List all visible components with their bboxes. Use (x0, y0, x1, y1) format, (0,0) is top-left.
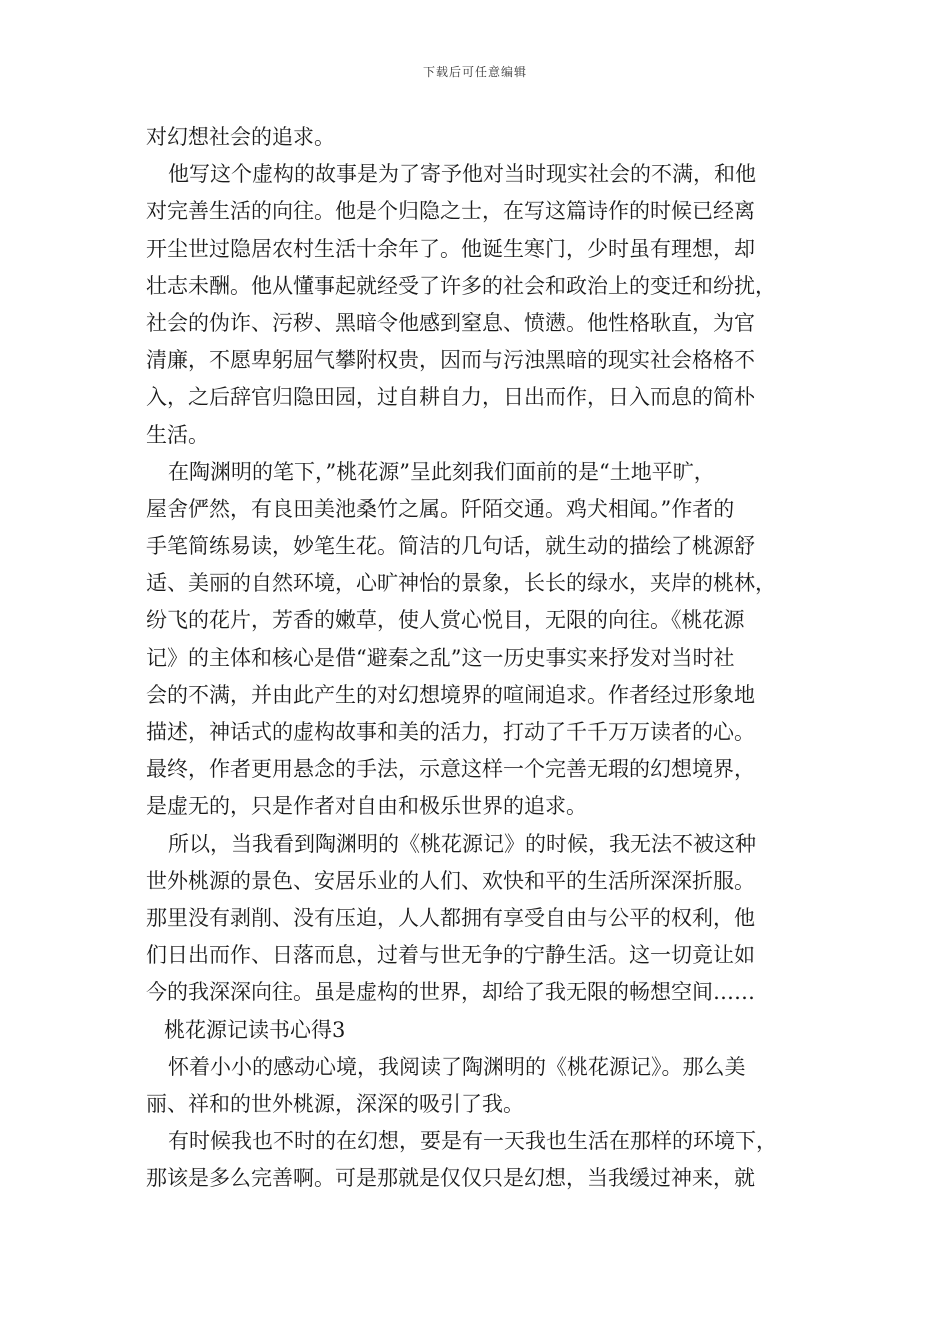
text-line: 对完善生活的向往。他是个归隐之士，在写这篇诗作的时候已经离 (146, 199, 755, 224)
text-line: 屋舍俨然，有良田美池桑竹之属。阡陌交通。鸡犬相闻。”作者的 (146, 496, 735, 521)
text-line: 丽、祥和的世外桃源，深深的吸引了我。 (146, 1091, 524, 1116)
text-line: 生活。 (146, 422, 209, 447)
text-line: 会的不满，并由此产生的对幻想境界的喧闹追求。作者经过形象地 (146, 682, 755, 707)
section-heading: 桃花源记读书心得3 (164, 1017, 346, 1042)
text-line: 怀着小小的感动心境，我阅读了陶渊明的《桃花源记》。那么美 (168, 1054, 746, 1079)
text-line: 有时候我也不时的在幻想，要是有一天我也生活在那样的环境下， (168, 1129, 777, 1154)
document-body (146, 119, 806, 1197)
text-line: 所以，当我看到陶渊明的《桃花源记》的时候，我无法不被这种 (168, 831, 756, 856)
text-line: 描述，神话式的虚构故事和美的活力，打动了千千万万读者的心。 (146, 720, 755, 744)
text-line: 们日出而作、日落而息，过着与世无争的宁静生活。这一切竟让如 (146, 943, 755, 968)
text-line: 社会的伪诈、污秽、黑暗令他感到窒息、愤懑。他性格耿直，为官 (146, 310, 755, 335)
text-line: 壮志未酬。他从懂事起就经受了许多的社会和政治上的变迁和纷扰， (146, 273, 776, 298)
text-line: 他写这个虚构的故事是为了寄予他对当时现实社会的不满，和他 (168, 162, 756, 187)
text-line: 在陶渊明的笔下，”桃花源”呈此刻我们面前的是“土地平旷， (168, 459, 715, 484)
text-line: 是虚无的，只是作者对自由和极乐世界的追求。 (146, 794, 587, 819)
text-line: 那该是多么完善啊。可是那就是仅仅只是幻想，当我缓过神来，就 (146, 1166, 755, 1191)
text-line: 适、美丽的自然环境，心旷神怡的景象，长长的绿水，夹岸的桃林， (146, 571, 776, 596)
text-line: 手笔简练易读，妙笔生花。简洁的几句话，就生动的描绘了桃源舒 (146, 534, 755, 559)
text-line: 最终，作者更用悬念的手法，示意这样一个完善无瑕的幻想境界， (146, 757, 755, 782)
page-header: 下载后可任意编辑 (422, 65, 527, 79)
text-line: 那里没有剥削、没有压迫，人人都拥有享受自由与公平的权利，他 (146, 905, 755, 930)
text-line: 世外桃源的景色、安居乐业的人们、欢快和平的生活所深深折服。 (146, 868, 755, 893)
text-line: 今的我深深向往。虽是虚构的世界，却给了我无限的畅想空间…… (146, 980, 755, 1005)
text-line: 记》的主体和核心是借“避秦之乱”这一历史事实来抒发对当时社 (146, 645, 735, 670)
text-line: 清廉，不愿卑躬屈气攀附权贵，因而与污浊黑暗的现实社会格格不 (146, 348, 755, 373)
text-line: 纷飞的花片，芳香的嫩草，使人赏心悦目，无限的向往。《桃花源 (146, 608, 745, 633)
text-line: 开尘世过隐居农村生活十余年了。他诞生寒门，少时虽有理想，却 (146, 236, 755, 261)
text-line: 对幻想社会的追求。 (146, 125, 335, 149)
text-line: 入，之后辞官归隐田园，过自耕自力，日出而作，日入而息的简朴 (146, 385, 755, 410)
